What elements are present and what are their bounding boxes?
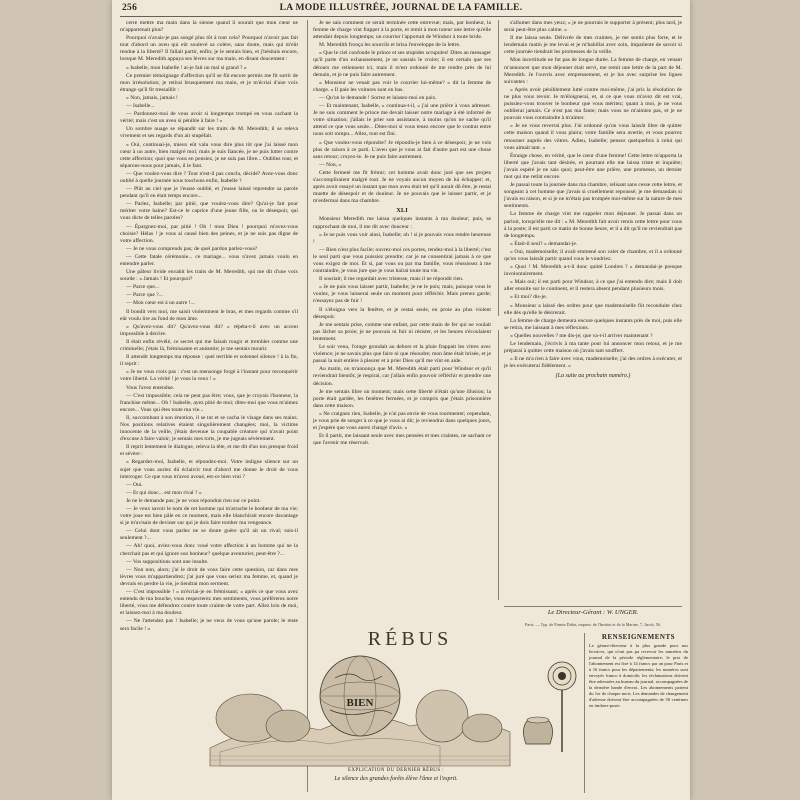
paragraph: Je ne sais comment ce serait terminée cette entrevue; mais, par bonheur, la femme de charge vint frapper à la porte, et remit à mon tuteur une lettre qu'elle attendait depuis longtemps; un courrier l'apportait de Windsor à toute bride. [313,20,491,41]
paragraph: Le lendemain, j'écrivis à ma tante pour lui annoncer mon retour, et je me préparai à quitter cette maison où j'avais tant souffert. [504,341,682,355]
paragraph: — Je veux savoir le nom de cet homme qui m'arrache le bonheur de ma vie; votre joue est bien pâle en ce moment, mais elle blanchirait encore davantage si je m'avisais de deviner sur qui je dois faire tomber ma vengeance. [120,506,298,527]
paragraph: — Isabelle... [126,103,155,110]
text-column-3 [504,20,682,616]
paragraph: — Plût au ciel que je l'eusse oublié, et j'eusse laissé reprendre sa parole pendant qu'il en était temps encore... [120,186,298,200]
rebus-caption: EXPLICATION DU DERNIER RÉBUS : [348,768,444,773]
paragraph: « Il ne m'a rien à faire avec vous, mademoiselle; j'ai des ordres à exécuter, et je les exécuterai fidèlement. » [504,356,682,370]
paragraph: — Celui dont vous parlez ne se doute guère qu'il ait un rival; suis-il seulement ?... [120,528,298,542]
paragraph: — Rien n'est plus facile; ouvrez-moi ces portes, rendez-moi à la liberté; c'est le seul parti que vous puissiez prendre; car je ne consentirai jamais à ce que vous exigez de moi. Et si, par vous ou par ma famille, vous réussissez à me contraindre, je vous jure que je vous haïrai toute ma vie. [313,246,491,275]
printer-imprint: Paris. — Typ. de Firmin Didot, imprim. de l'Institut et de la Marine, 7, Jacob, 56. [525,622,661,627]
paragraph: s'allumer dans mes yeux; « je ne pourrais le supporter à présent; plus tard, je serai peut-être plus calme. » [504,20,682,34]
renseignements-title: RENSEIGNEMENTS [601,633,676,641]
paragraph: — Oui. [126,481,143,488]
paragraph: Le soir venu, l'orage grondait au dehors et la pluie frappait les vitres avec violence; je ne savais plus que faire ni que résoudre; mon âme était brisée, et je passai la nuit entière à pleurer et à prier Dieu qu'il me vînt en aide. [313,344,491,365]
paragraph: — Et maintenant, Isabelle, » continua-t-il, « j'ai une prière à vous adresser. Je ne suis comment le prince me devait laisser notre mariage à été informé de votre situation; j'allais le prier son assistance, à moins qu'on ne sache qu'il attend ce que vous seule... Dites-moi si vous tenez encore que le contrat entre nous soit rompu... Allez, tout est fini. [313,103,491,138]
page-header [120,2,682,17]
text-column-2 [313,20,491,447]
paragraph: « Qu'avez-vous dit? Qu'avez-vous dit? » répéta-t-il avec un accent impossible à décrire. [120,323,298,337]
paragraph: — Je ne vous comprends pas; de quel pardon parlez-vous? [126,245,258,252]
paragraph: « Je ne vous reverrai plus. J'ai ordonné qu'on vous laissât libre de quitter cette maison quand il vous plaira; votre famille sera avertie, et vous pourrez retourner auprès des vôtres. Adieu, Isabelle; pensez quelquefois à celui qui vous aimait tant. » [504,123,682,151]
rebus-section [210,628,580,796]
globe-icon [320,656,400,736]
paragraph: Il reprit lentement le dialogue, releva la tête, et me dit d'un ton presque froid et sévère : [120,444,298,458]
paragraph: Un sombre nuage se répandit sur les traits de M. Meredith; il se releva vivement et ses regards d'un air stupéfait. [120,126,298,140]
paragraph: — Parlez, Isabelle; par pitié, que voulez-vous dire? Qu'ai-je fait pour mériter votre haine? Est-ce le caprice d'une jeune fille, ou le désespoir, qui vous dicte de telles paroles? [120,201,298,222]
paragraph: — Non non, alors; j'ai le droit de vous faire cette question, car dans mes lèvres vous m'appartiendrez; j'ai juré que vous seriez ma femme, et, quand je devrais en perdre la vie, je tiendrai mon serment. [120,566,298,587]
paragraph: « Je ne puis vous laisser partir, Isabelle; je ne le puis; mais, puisque vous le voulez, je vous laisserai seule un moment pour réfléchir. Mais prenez garde; n'essayez pas de fuir ! [313,284,491,305]
paragraph: « Que voulez-vous répondre? Je répondis-je bien à ce désespoir, je ne vois plus de raison à ce parti. L'aveu que je vous ai fait d'autre part est une chose sans retour; croyez-le. Je ne puis faire autrement. [313,139,491,160]
rebus-answer: Le silence des grandes forêts élève l'âme et l'esprit. [334,776,458,782]
paragraph: « Quelles nouvelles ? me dis-je; que va-t-il arriver maintenant ? [510,332,653,339]
continuation-note: (La suite au prochain numéro.) [555,373,631,380]
paragraph: — Pardonnez-moi de vous avoir si longtemps trompé en vous cachant la vérité; mais c'est un aveu si pénible à faire ! » [120,111,298,125]
chapter-heading: XLI [396,207,408,215]
paragraph: Monsieur Meredith me laissa quelques instants à ma douleur; puis, se rapprochant de moi, il me dit avec douceur : [313,216,491,230]
paragraph: — Non, » [319,161,342,168]
paragraph: Il me laissa seule. Délivrée de mes craintes, je me sentis plus forte, et le lendemain matin je me levai et je m'habillai avec soin, impatiente de savoir si cette journée tiendrait les promesses de la veille. [504,35,682,56]
paragraph: Mon incertitude ne fut pas de longue durée. La femme de charge, en venant m'annoncer que mon déjeuner était servi, me remit une lettre de la part de M. Meredith. Je l'ouvris avec empressement, et je lus avec surprise les lignes suivantes : [504,57,682,85]
renseignements-box [584,633,688,793]
paragraph: — Ah! quoi, aviez-vous donc voué votre affection à un homme qui ne la cherchait pas et qui ignore son bonheur? quelque aventurier, peut-être ?... [120,543,298,557]
masthead-title: LA MODE ILLUSTRÉE, JOURNAL DE LA FAMILLE. [279,3,523,13]
paragraph: « Je ne puis vous voir ainsi, Isabelle; oh ! si je pouvais vous rendre heureuse ! [313,231,491,245]
rebus-title: RÉBUS [367,628,453,650]
page-number: 256 [122,3,138,13]
paragraph: « Monsieur ne venait pas voir le courrier lui-même? » dit la femme de charge. « Il paie les voitures sont en bas. [313,79,491,93]
paragraph: « Que le ciel confonde le prince et ses stupides scrupules! Dites au messager qu'il parte d'un exhaussement, je ne saurais le croire; il est certain que ses détours me retiennent ici, mais il m'est ordonné de me rendre près de lui demain, et je ne puis faire autrement. [313,50,491,78]
paragraph: — Que voulez-vous dire ? Tout n'est-il pas conclu, décidé? Avez-vous donc oublié à quelle journée nous touchons enfin, Isabelle ? [120,170,298,184]
paragraph: — Cette fatale cérémonie... ce mariage... vous n'avez jamais voulu en entendre parler. [120,253,298,267]
target-icon [548,662,576,752]
vase-icon [523,717,552,744]
paragraph: — C'est impossible; cela ne peut pas être; vous, que je croyais l'honneur, la franchise même... Oh ! Isabelle, ayez pitié de moi; dites-moi que vous m'aimez encore... Vous qui êtes toute ma vie... [120,392,298,413]
column-rule [498,330,499,600]
paragraph: « Oui, continuai-je, mieux eût valu vous dire plus tôt que j'ai laissé mon cœur à un autre, bien malgré moi; mais je suis fiancée, je ne puis lutter contre cette affection; quoi que vous en pensiez, je ne suis pas libre... Oubliez tout, et séparons-nous pour jamais, il le faut. [120,141,298,169]
paragraph: Cette fermeté me fit frémir; cet homme avait donc juré que ses projets s'accompliraient malgré tout. Je ne voyais aucun moyen de lui échapper; et, après avoir essayé un instant que mon aveu était tel qu'il aurait dû être, je restai muette de désespoir et de douleur. Je ne pouvais que le laisser partir, et je m'enfermai dans ma chambre. [313,169,491,205]
paragraph: — Parce que ?... [126,292,163,299]
paragraph: Au matin, on m'annonça que M. Meredith était parti pour Windsor et qu'il reviendrait bientôt; je respirai, car j'allais enfin pouvoir réfléchir et prendre une décision. [313,366,491,387]
paragraph: — Vos suppositions sont une insulte. [126,558,209,565]
paragraph: Il s'éloigna vers la fenêtre, et je restai seule, en proie au plus violent désespoir. [313,306,491,320]
globe-word: BIEN [346,697,374,709]
paragraph: Ce premier témoignage d'affection qu'il se fût encore permis me fit sortir de mon irrésolution; je retirai brusquement ma main, et je m'écriai d'une voix étrange qu'il fit tressaillir : [120,72,298,93]
paragraph: Je me sentais libre un moment; mais cette liberté n'était qu'une illusion; la porte était gardée, les fenêtres fermées, et je compris que j'étais prisonnière dans cette maison. [313,388,491,409]
paragraph: « Après avoir péniblement lutté contre moi-même, j'ai pris la résolution de ne plus vous revoir. Je m'éloignerai, et, si ce que vous m'avez dit est vrai, puissiez-vous trouver le bonheur que vous méritez; quant à moi, je ne vous oublierai jamais. Ce n'est pas ma faute; mais vous ne m'aimiez pas, et je ne pouvais vous contraindre à m'aimer. [504,86,682,122]
paragraph: Il, succombant à son émotion, il se tut et se cacha le visage dans ses mains. Nos positions relatives étaient singulièrement changées; moi, la victime innocente de la veille, j'étais devenue la coupable créature qui n'avait point d'excuse à faire valoir; je sentais mes torts, je me jugeais sévèrement. [120,414,298,443]
paragraph: Il était enfin révélé, ce secret qui me faisait rougir et trembler comme une criminelle; j'étais là, frémissante et anéantie; je me sentais mourir. [120,338,298,353]
paragraph: Je passai toute la journée dans ma chambre, relisant sans cesse cette lettre, et songeant à cet homme que j'avais si cruellement repoussé; je me demandais si j'avais eu raison, et si je ne m'étais pas trompée moi-même sur la nature de mes sentiments. [504,182,682,210]
paragraph: Vous l'avez entendue. [126,384,175,391]
paragraph: — C'est impossible ! » m'écriai-je en frémissant; « après ce que vous avez entendu de ma bouche, vous respecterez mes sentiments, vous préférerez notre liberté, vous me défendrez contre toute crainte de votre part. Allez loin de moi, et laissez-moi à ma douleur. [120,589,298,617]
director-signature: Le Directeur-Gérant : W. UNGER. [504,606,682,616]
paragraph: Il bondit vers moi, me saisit violemment le bras, et mes regards comme s'il eût voulu lire au fond de mon âme. [120,308,298,322]
paragraph: Une pâleur livide envahit les traits de M. Meredith, qui me dit d'une voix sourde : « Jamais ! Et pourquoi? [120,269,298,283]
paragraph: « Était-il seul? » demandai-je. [510,240,578,247]
paragraph: « Oui, mademoiselle; il avait emmené son valet de chambre, et il a ordonné qu'on vous laissât partir quand vous le voudriez. [504,248,682,262]
paragraph: M. Meredith fronça les sourcils et brisa l'enveloppe de la lettre. [319,42,461,49]
paragraph: La femme de charge vint me rappeler mon déjeuner. Je passai dans un parloir, lorsqu'elle me dit : « M. Meredith fait avoir remis cette lettre pour vous à la poste; il est parti ce matin de bonne heure, et il a dit qu'il ne reviendrait pas de longtemps. [504,211,682,239]
paragraph: — Ne l'attendez pas ! Isabelle; je ne veux de vous qu'une parole; le reste sera facile ! » [120,618,298,632]
paragraph: — Mon cœur est à un autre !... [126,300,195,307]
paragraph: « Isabelle, mon Isabelle ! ai-je fait un mal si grand ? » [126,64,247,71]
renseignements-text: Le gérant-directeur à la plus grande pour nos lectrices, qui n'ont pas pu recevoir les numéros du journal de la période réglementaire; le prix de l'abonnement est fixé à 14 francs par an pour Paris et à 16 francs pour les départements; les numéros sont envoyés franco à domicile; les réclamations doivent être adressées au bureau du journal, accompagnées de la dernière bande d'envoi. Les abonnements partent du 1er de chaque mois. Les demandes de changement d'adresse doivent être accompagnées de 50 centimes en timbres-poste. [589,643,688,708]
column-rule [498,20,499,316]
paragraph: « Monsieur a laissé des ordres pour que mademoiselle fût reconduite chez elle dès qu'elle le désirerait. [504,302,682,316]
paragraph: Il attendit longtemps ma réponse : quel terrible et solennel silence ! à la fin, il reprit : [120,354,298,368]
paragraph: « Regardez-moi, Isabelle, et répondez-moi. Votre indigne silence sur un sujet que vous auriez dû éclaircir tout d'abord me donne le droit de vous interroger. Ce que vous m'avez avoué, est-ce bien vrai ? [120,459,298,480]
paragraph: Étrange chose, en vérité, que le cœur d'une femme! Cette lettre m'apporta la liberté que j'avais tant désirée, et pourtant elle me laissa triste et inquiète; j'avais espéré je ne sais quoi; peut-être une prière, une promesse, un dernier mot qui me retînt encore. [504,152,682,180]
paragraph: — Et qui donc... est mon rival ? » [126,489,202,496]
paragraph: « Quoi ! M. Meredith a-t-il donc quitté Londres ? » demandai-je presque involontairement. [504,264,682,278]
rebus-illustration [210,648,582,766]
paragraph: « Non, jamais, jamais ! [126,94,178,101]
paragraph: — Qu'on le demande ! Sortez et laissez-moi en paix. [319,94,437,101]
paragraph: Et il partit, me laissant seule avec mes pensées et mes craintes, ne sachant ce que l'avenir me réservait. [313,433,491,447]
paragraph: cerre mettre ma main dans la sienne quand il sourait que mon cœur ne m'appartenait plus? [120,20,298,34]
paragraph: Pourquoi n'avais-je pas songé plus tôt à tout cela? Pourquoi n'avoir pas fait tout d'abord un aveu qui eût soulevé sa colère, sans doute, mais qui m'eût rendue à la liberté? Il fallait partir, enfin; je le sentais bien, et j'hésitais encore, lorsque M. Meredith appuya ses lèvres sur ma main, en disant doucement : [120,35,298,63]
paragraph: — Épargnez-moi, par pitié ! Oh ! mon Dieu ! pourquoi m'avez-vous choisie? Hélas ! je vous ai causé bien des peines, et je ne suis pas digne de votre affection. [120,223,298,244]
paragraph: « Mais oui; il est parti pour Windsor, à ce que j'ai entendu dire; mais il doit aller ensuite sur le continent, et il restera absent pendant plusieurs mois. [504,279,682,293]
paragraph: Je me sentais prise, comme une enfant, par cette main de fer qui ne voulait pas lâcher sa proie; je ne pouvais ni fuir ni résister, et les heures s'écoulaient lentement. [313,321,491,342]
paragraph: Il souriait; il me regardait avec tristesse, mais il ne répondit rien. [319,276,464,283]
paragraph: Je ne le demande pas; je ne vous répondrai rien sur ce point. [126,497,261,504]
paragraph: La femme de charge demeura encore quelques instants près de moi, puis elle se retira, me laissant à mes réflexions. [504,317,682,331]
paragraph: — Parce que... [126,284,160,291]
paragraph: « Je ne vous crois pas : c'est un mensonge forgé à l'instant pour reconquérir votre liberté. La vérité ! je vous la veux ! » [120,369,298,383]
paragraph: « Et moi? dis-je. [510,294,547,301]
paragraph: « Ne craignez rien, Isabelle, je n'ai pas envie de vous tourmenter; cependant, je vous prie de songer à ce que je vous ai dit; je reviendrai dans quelques jours, et j'espère que vous aurez changé d'avis. » [313,410,491,432]
